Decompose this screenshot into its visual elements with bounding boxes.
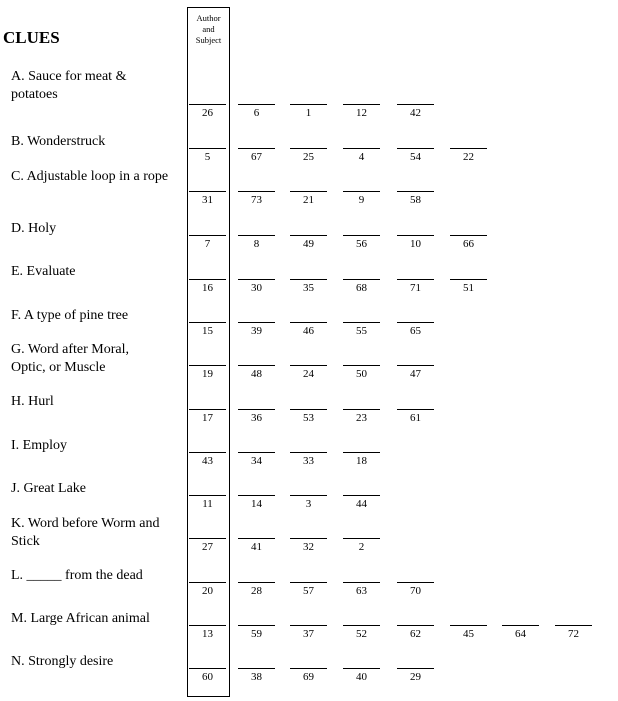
answer-number: 73 (251, 194, 262, 206)
answer-line (189, 365, 226, 366)
answer-line (397, 148, 434, 149)
clue-label: G. Word after Moral, Optic, or Muscle (11, 342, 129, 375)
clue-label: N. Strongly desire (11, 654, 114, 669)
answer-blank[interactable] (502, 625, 539, 639)
answer-number: 30 (251, 282, 262, 294)
answer-blank[interactable] (238, 625, 275, 639)
answer-line (555, 625, 592, 626)
answer-blank[interactable] (450, 148, 487, 162)
answer-number: 19 (202, 368, 213, 380)
answer-blank[interactable] (189, 279, 226, 293)
clue-label: K. Word before Worm and Stick (11, 516, 160, 549)
answer-blank[interactable] (290, 538, 327, 552)
answer-blank[interactable] (343, 191, 380, 205)
answer-number: 35 (303, 282, 314, 294)
answer-number: 14 (251, 498, 262, 510)
answer-line (189, 104, 226, 105)
answer-number: 53 (303, 412, 314, 424)
answer-number: 15 (202, 325, 213, 337)
answer-line (238, 322, 275, 323)
answer-blank[interactable] (555, 625, 592, 639)
answer-blank[interactable] (238, 365, 275, 379)
answer-line (189, 452, 226, 453)
answer-line (343, 668, 380, 669)
answer-blank[interactable] (238, 191, 275, 205)
answer-number: 61 (410, 412, 421, 424)
answer-number: 48 (251, 368, 262, 380)
answer-line (343, 191, 380, 192)
answer-blank[interactable] (238, 322, 275, 336)
answer-blank[interactable] (397, 235, 434, 249)
answer-number: 64 (515, 628, 526, 640)
answer-number: 24 (303, 368, 314, 380)
answer-blank[interactable] (397, 148, 434, 162)
answer-line (397, 191, 434, 192)
answer-number: 25 (303, 151, 314, 163)
answer-line (343, 365, 380, 366)
answer-line (343, 409, 380, 410)
answer-number: 57 (303, 585, 314, 597)
answer-blank[interactable] (189, 191, 226, 205)
answer-blank[interactable] (290, 322, 327, 336)
answer-number: 2 (358, 541, 365, 553)
answer-line (397, 409, 434, 410)
answer-blank[interactable] (343, 322, 380, 336)
answer-line (290, 104, 327, 105)
answer-number: 62 (410, 628, 421, 640)
answer-blank[interactable] (189, 104, 226, 118)
answer-blank[interactable] (238, 148, 275, 162)
answer-number: 32 (303, 541, 314, 553)
answer-number: 38 (251, 671, 262, 683)
answer-line (238, 191, 275, 192)
answer-blank[interactable] (290, 148, 327, 162)
answer-number: 59 (251, 628, 262, 640)
answer-line (290, 191, 327, 192)
answer-line (290, 452, 327, 453)
answer-line (343, 279, 380, 280)
answer-blank[interactable] (238, 235, 275, 249)
answer-blank[interactable] (238, 582, 275, 596)
answer-number: 34 (251, 455, 262, 467)
answer-line (189, 668, 226, 669)
answer-line (238, 668, 275, 669)
clue-label: H. Hurl (11, 394, 54, 409)
answer-blank[interactable] (189, 409, 226, 423)
answer-line (397, 365, 434, 366)
answer-blank[interactable] (189, 235, 226, 249)
answer-blank[interactable] (189, 322, 226, 336)
answer-line (343, 235, 380, 236)
answer-line (343, 538, 380, 539)
answer-number: 22 (463, 151, 474, 163)
answer-number: 50 (356, 368, 367, 380)
answer-number: 7 (204, 238, 211, 250)
answer-blank[interactable] (238, 409, 275, 423)
clue-label: J. Great Lake (11, 481, 87, 496)
answer-line (189, 582, 226, 583)
answer-line (343, 148, 380, 149)
answer-blank[interactable] (238, 452, 275, 466)
answer-blank[interactable] (189, 365, 226, 379)
answer-line (397, 668, 434, 669)
answer-blank[interactable] (397, 668, 434, 682)
answer-number: 39 (251, 325, 262, 337)
answer-number: 44 (356, 498, 367, 510)
answer-line (343, 495, 380, 496)
answer-number: 11 (202, 498, 213, 510)
clue-label: B. Wonderstruck (11, 134, 106, 149)
answer-line (290, 495, 327, 496)
answer-line (343, 452, 380, 453)
answer-line (290, 365, 327, 366)
answer-line (189, 409, 226, 410)
answer-line (450, 279, 487, 280)
answer-blank[interactable] (238, 538, 275, 552)
answer-line (343, 104, 380, 105)
answer-number: 41 (251, 541, 262, 553)
clue-label: I. Employ (11, 438, 67, 453)
answer-number: 51 (463, 282, 474, 294)
answer-blank[interactable] (397, 625, 434, 639)
answer-number: 21 (303, 194, 314, 206)
answer-number: 23 (356, 412, 367, 424)
answer-number: 42 (410, 107, 421, 119)
answer-blank[interactable] (343, 279, 380, 293)
answer-line (343, 322, 380, 323)
answer-blank[interactable] (290, 104, 327, 118)
answer-blank[interactable] (238, 668, 275, 682)
answer-number: 56 (356, 238, 367, 250)
answer-blank[interactable] (397, 365, 434, 379)
answer-number: 1 (305, 107, 312, 119)
answer-number: 43 (202, 455, 213, 467)
answer-blank[interactable] (450, 625, 487, 639)
answer-blank[interactable] (238, 279, 275, 293)
answer-blank[interactable] (397, 279, 434, 293)
answer-number: 4 (358, 151, 365, 163)
answer-blank[interactable] (343, 625, 380, 639)
answer-number: 26 (202, 107, 213, 119)
answer-blank[interactable] (238, 495, 275, 509)
answer-line (238, 582, 275, 583)
answer-number: 3 (305, 498, 312, 510)
answer-line (397, 279, 434, 280)
answer-blank[interactable] (290, 668, 327, 682)
answer-line (343, 582, 380, 583)
answer-blank[interactable] (343, 538, 380, 552)
answer-blank[interactable] (343, 235, 380, 249)
answer-line (189, 191, 226, 192)
answer-blank[interactable] (343, 148, 380, 162)
answer-line (290, 582, 327, 583)
answer-number: 40 (356, 671, 367, 683)
answer-blank[interactable] (343, 365, 380, 379)
answer-number: 5 (204, 151, 211, 163)
answer-line (238, 625, 275, 626)
answer-line (189, 279, 226, 280)
answer-number: 10 (410, 238, 421, 250)
answer-number: 66 (463, 238, 474, 250)
answer-line (343, 625, 380, 626)
answer-number: 31 (202, 194, 213, 206)
answer-number: 46 (303, 325, 314, 337)
answer-number: 17 (202, 412, 213, 424)
answer-number: 12 (356, 107, 367, 119)
answer-line (238, 409, 275, 410)
answer-line (189, 235, 226, 236)
answer-line (502, 625, 539, 626)
clue-label: C. Adjustable loop in a rope (11, 169, 169, 184)
clue-label: L. _____ from the dead (11, 568, 143, 583)
answer-number: 55 (356, 325, 367, 337)
answer-blank[interactable] (238, 104, 275, 118)
answer-line (238, 104, 275, 105)
answer-line (397, 625, 434, 626)
answer-blank[interactable] (290, 191, 327, 205)
answer-line (290, 538, 327, 539)
answer-number: 16 (202, 282, 213, 294)
answer-blank[interactable] (290, 409, 327, 423)
answer-line (238, 538, 275, 539)
answer-number: 63 (356, 585, 367, 597)
answer-line (189, 495, 226, 496)
answer-line (238, 495, 275, 496)
answer-number: 60 (202, 671, 213, 683)
answer-blank[interactable] (397, 582, 434, 596)
answer-line (290, 625, 327, 626)
answer-number: 27 (202, 541, 213, 553)
answer-line (290, 148, 327, 149)
answer-blank[interactable] (189, 148, 226, 162)
answer-number: 54 (410, 151, 421, 163)
clue-label: F. A type of pine tree (11, 308, 129, 323)
answer-blank[interactable] (343, 452, 380, 466)
answer-line (290, 279, 327, 280)
answer-blank[interactable] (343, 582, 380, 596)
answer-blank[interactable] (189, 625, 226, 639)
answer-number: 71 (410, 282, 421, 294)
answer-line (189, 625, 226, 626)
answer-blank[interactable] (290, 495, 327, 509)
answer-number: 68 (356, 282, 367, 294)
answer-blank[interactable] (290, 582, 327, 596)
answer-number: 28 (251, 585, 262, 597)
answer-blank[interactable] (290, 279, 327, 293)
answer-line (238, 235, 275, 236)
answer-line (189, 148, 226, 149)
author-subject-label: Author and Subject (195, 13, 222, 45)
answer-line (450, 235, 487, 236)
answer-line (290, 668, 327, 669)
answer-number: 69 (303, 671, 314, 683)
clue-label: D. Holy (11, 221, 57, 236)
answer-number: 52 (356, 628, 367, 640)
answer-number: 18 (356, 455, 367, 467)
answer-line (450, 625, 487, 626)
answer-number: 45 (463, 628, 474, 640)
answer-blank[interactable] (189, 538, 226, 552)
answer-blank[interactable] (290, 625, 327, 639)
answer-line (290, 322, 327, 323)
answer-blank[interactable] (290, 365, 327, 379)
answer-line (397, 582, 434, 583)
answer-number: 36 (251, 412, 262, 424)
answer-blank[interactable] (343, 668, 380, 682)
answer-line (397, 322, 434, 323)
answer-line (450, 148, 487, 149)
answer-blank[interactable] (397, 191, 434, 205)
answer-blank[interactable] (343, 409, 380, 423)
answer-number: 65 (410, 325, 421, 337)
answer-blank[interactable] (450, 279, 487, 293)
answer-number: 6 (253, 107, 260, 119)
answer-line (238, 148, 275, 149)
answer-blank[interactable] (397, 322, 434, 336)
answer-blank[interactable] (189, 452, 226, 466)
answer-blank[interactable] (189, 582, 226, 596)
answer-number: 29 (410, 671, 421, 683)
answer-blank[interactable] (397, 104, 434, 118)
answer-line (238, 452, 275, 453)
answer-number: 33 (303, 455, 314, 467)
answer-line (189, 538, 226, 539)
answer-line (290, 235, 327, 236)
answer-blank[interactable] (343, 104, 380, 118)
answer-blank[interactable] (450, 235, 487, 249)
answer-line (397, 104, 434, 105)
clue-label: E. Evaluate (11, 264, 76, 279)
answer-number: 70 (410, 585, 421, 597)
answer-number: 13 (202, 628, 213, 640)
answer-line (189, 322, 226, 323)
answer-blank[interactable] (397, 409, 434, 423)
answer-number: 9 (358, 194, 365, 206)
answer-blank[interactable] (343, 495, 380, 509)
clue-label: M. Large African animal (11, 611, 150, 626)
answer-blank[interactable] (189, 668, 226, 682)
answer-blank[interactable] (290, 235, 327, 249)
answer-number: 20 (202, 585, 213, 597)
answer-line (397, 235, 434, 236)
answer-blank[interactable] (189, 495, 226, 509)
answer-number: 58 (410, 194, 421, 206)
answer-blank[interactable] (290, 452, 327, 466)
answer-line (238, 279, 275, 280)
clue-label: A. Sauce for meat & potatoes (11, 69, 127, 102)
answer-number: 49 (303, 238, 314, 250)
answer-number: 72 (568, 628, 579, 640)
answer-number: 37 (303, 628, 314, 640)
answer-line (238, 365, 275, 366)
page-title: CLUES (3, 28, 60, 47)
answer-number: 47 (410, 368, 421, 380)
answer-line (290, 409, 327, 410)
answer-number: 8 (253, 238, 260, 250)
answer-number: 67 (251, 151, 262, 163)
